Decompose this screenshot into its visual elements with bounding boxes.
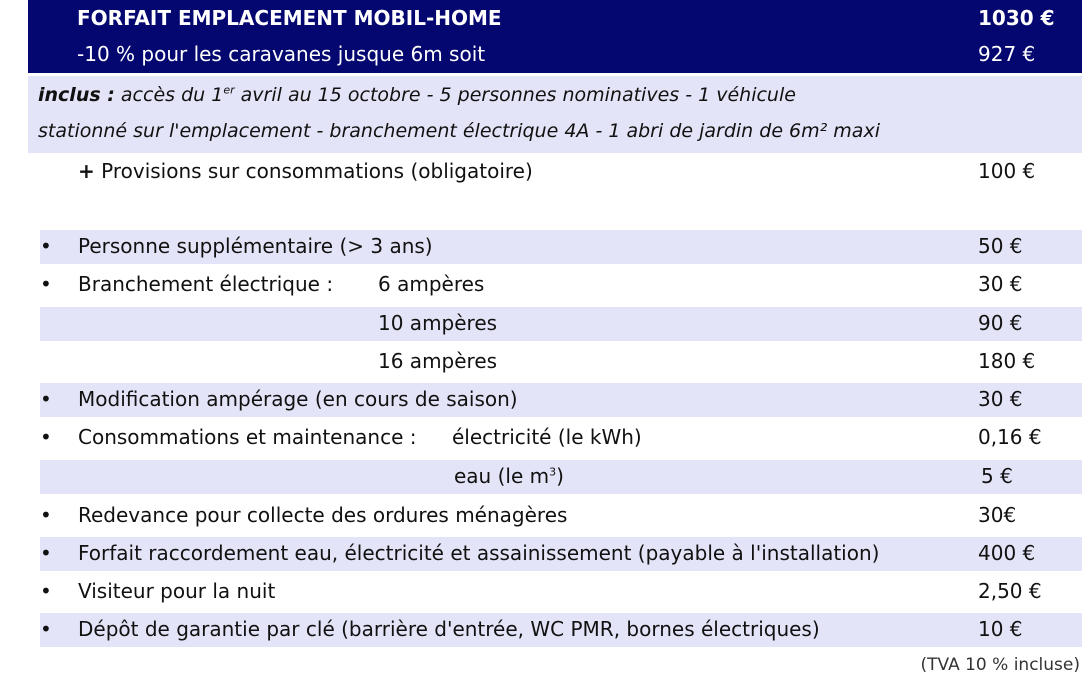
row-sublabel <box>454 464 564 488</box>
price-row-deposit <box>40 613 1082 647</box>
price-row-electric-16 <box>40 345 1082 379</box>
header-discount: -10 % pour les caravanes jusque 6m soit <box>77 42 486 66</box>
price-row-electric <box>40 268 1082 302</box>
water-text: eau (le m <box>454 464 550 488</box>
price-row-amperage-change <box>40 383 1082 417</box>
price-row-extra-person <box>40 230 1082 264</box>
included-line1-sup: er <box>223 83 235 97</box>
row-price: 0,16 € <box>978 425 1042 449</box>
header-discount-row <box>28 37 1082 73</box>
row-price: 30€ <box>978 503 1017 527</box>
bullet-icon: • <box>40 425 52 449</box>
bullet-icon: • <box>40 387 52 411</box>
header-title-row <box>28 0 1082 37</box>
bullet-icon: • <box>40 617 52 641</box>
header-title: FORFAIT EMPLACEMENT MOBIL-HOME <box>77 6 502 30</box>
row-label: Redevance pour collecte des ordures ménagères <box>78 503 568 527</box>
water-sup: 3 <box>549 465 557 479</box>
row-sublabel: 10 ampères <box>378 311 498 335</box>
row-sublabel: électricité (le kWh) <box>452 425 642 449</box>
row-label: Visiteur pour la nuit <box>78 579 276 603</box>
row-label: Personne supplémentaire (> 3 ans) <box>78 234 433 258</box>
plus-sign: + <box>78 159 95 183</box>
header-discount-price: 927 € <box>978 42 1036 66</box>
row-price: 30 € <box>978 272 1023 296</box>
price-row-garbage <box>40 499 1082 533</box>
row-sublabel: 16 ampères <box>378 349 498 373</box>
row-price: 180 € <box>978 349 1036 373</box>
price-row-water <box>40 460 1082 494</box>
bullet-icon: • <box>40 503 52 527</box>
row-label: Dépôt de garantie par clé (barrière d'entrée, WC PMR, bornes électriques) <box>78 617 820 641</box>
water-text-end: ) <box>556 464 564 488</box>
bullet-icon: • <box>40 234 52 258</box>
row-price: 10 € <box>978 617 1023 641</box>
row-label: Branchement électrique : <box>78 272 334 296</box>
row-price: 5 € <box>981 464 1013 488</box>
row-price: 400 € <box>978 541 1036 565</box>
row-price: 30 € <box>978 387 1023 411</box>
row-label: Forfait raccordement eau, électricité et assainissement (payable à l'installation) <box>78 541 880 565</box>
provisions-text: Provisions sur consommations (obligatoire) <box>94 159 533 183</box>
row-sublabel: 6 ampères <box>378 272 485 296</box>
provisions-row <box>40 155 1082 189</box>
row-label: Modification ampérage (en cours de saison) <box>78 387 518 411</box>
bullet-icon: • <box>40 272 52 296</box>
price-row-connection <box>40 537 1082 571</box>
included-block <box>28 76 1082 153</box>
included-label: inclus : <box>38 84 115 106</box>
row-price: 2,50 € <box>978 579 1042 603</box>
provisions-price: 100 € <box>978 159 1036 183</box>
included-line-2: stationné sur l'emplacement - branchement électrique 4A - 1 abri de jardin de 6m² maxi <box>38 120 880 142</box>
bullet-icon: • <box>40 579 52 603</box>
vat-note: (TVA 10 % incluse) <box>920 655 1080 675</box>
bullet-icon: • <box>40 541 52 565</box>
price-row-consumption <box>40 421 1082 455</box>
row-price: 50 € <box>978 234 1023 258</box>
provisions-label <box>78 159 533 183</box>
included-line1-a: accès du 1 <box>114 84 224 106</box>
price-row-electric-10 <box>40 307 1082 341</box>
price-row-visitor <box>40 575 1082 609</box>
row-label: Consommations et maintenance : <box>78 425 417 449</box>
included-line-1 <box>38 84 796 106</box>
included-line1-b: avril au 15 octobre - 5 personnes nominatives - 1 véhicule <box>234 84 796 106</box>
header-title-price: 1030 € <box>978 6 1055 30</box>
row-price: 90 € <box>978 311 1023 335</box>
